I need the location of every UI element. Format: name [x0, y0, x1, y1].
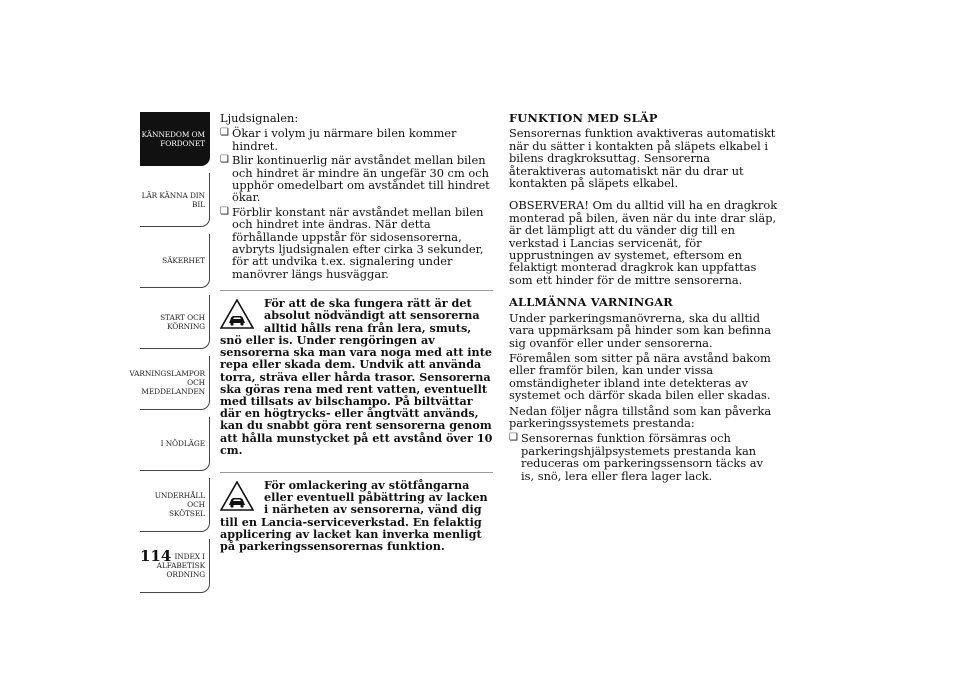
sidebar-item-i-nodlage[interactable]: I NÖDLÄGE [140, 417, 210, 471]
sidebar-item-underhall-och-skotsel[interactable]: UNDERHÅLL OCH SKÖTSEL [140, 478, 210, 532]
paragraph: Sensorernas funktion avaktiveras automatiskt när du sätter i kontakten på släpets elkabel i bilens dragkroksuttag. Sensorerna återaktiveras automatiskt när du drar ut kontakten på släpets elkabel. [509, 126, 776, 191]
paragraph: Under parkeringsmanövrerna, ska du alltid vara uppmärksam på hinder som kan befinna sig ovanför eller under sensorerna. [509, 310, 771, 350]
list-item: ❏ Blir kontinuerlig när avståndet mellan bilen och hindret är mindre än ungefär 30 cm och upphör omedelbart om avståndet till hindret ökar. [220, 154, 493, 204]
sidebar-item-start-och-korning[interactable]: START OCH KÖRNING [140, 295, 210, 349]
list-item: ❏ Sensorernas funktion försämras och parkeringshjälpsystemets prestanda kan reduceras om parkeringssensorn täcks av is, snö, lera eller flera lager lack. [509, 432, 779, 482]
intro-text: Ljudsignalen: [220, 111, 299, 125]
list-item: ❏ Förblir konstant när avståndet mellan bilen och hindret inte ändras. När detta förhållande uppstår för sidosensorerna, avbryts ljudsignalen efter cirka 3 sekunder, för att undvika t.ex. signalering under manövrer längs husväggar. [220, 206, 493, 280]
right-column [509, 112, 779, 484]
sidebar-item-lar-kanna-din-bil[interactable]: LÄR KÄNNA DIN BIL [140, 173, 210, 227]
car-warning-icon [220, 481, 254, 511]
warning-box [220, 290, 493, 456]
sidebar-item-varningslampor[interactable]: VARNINGSLAMPOR OCH MEDDELANDEN [140, 356, 210, 410]
page-number: 114 [140, 547, 172, 565]
chapter-sidebar [129, 112, 210, 600]
list-item: ❏ Ökar i volym ju närmare bilen kommer hindret. [220, 127, 493, 152]
sidebar-item-kannedom-om-fordonet[interactable]: KÄNNEDOM OM FORDONET [140, 112, 210, 166]
warning-text: För omlackering av stötfångarna eller eventuell påbättring av lacken i närheten av sensorerna, vänd dig till en Lancia-serviceverkstad. En felaktig applicering av lacket kan inverka menligt på parkeringssensorernas funktion. [220, 477, 488, 553]
sidebar-item-sakerhet[interactable]: SÄKERHET [140, 234, 210, 288]
sidebar-item-index[interactable]: INDEX I ALFABETISK ORDNING [140, 539, 210, 593]
paragraph: OBSERVERA! Om du alltid vill ha en dragkrok monterad på bilen, även när du inte drar släp, är det lämpligt att du vänder dig till en verkstad i Lancias servicenät, för upprustningen av systemet, eftersom en felaktigt monterad dragkrok kan uppfattas som ett hinder för de mittre sensorerna. [509, 198, 778, 287]
left-column [220, 112, 493, 552]
car-warning-icon [220, 299, 254, 329]
paragraph: Nedan följer några tillstånd som kan påverka parkeringssystemets prestanda: [509, 403, 772, 430]
section-heading: FUNKTION MED SLÄP [509, 111, 658, 125]
warning-text: För att de ska fungera rätt är det absolut nödvändigt att sensorerna alltid hålls rena från lera, smuts, snö eller is. Under rengöringen av sensorerna ska man vara noga med att inte repa eller skada dem. Undvik att använda torra, sträva eller hårda trasor. Sensorerna ska göras rena med rent vatten, eventuellt med tillsats av bilschampo. På biltvättar där en högtrycks- eller ångtvätt används, kan du snabbt göra rent sensorerna genom att hålla munstycket på ett avstånd över 10 cm. [220, 296, 493, 457]
paragraph: Föremålen som sitter på nära avstånd bakom eller framför bilen, kan under vissa omständigheter ibland inte detekteras av systemet och därför skada bilen eller skadas. [509, 350, 771, 403]
section-heading: ALLMÄNNA VARNINGAR [509, 295, 673, 310]
warning-box [220, 472, 493, 552]
